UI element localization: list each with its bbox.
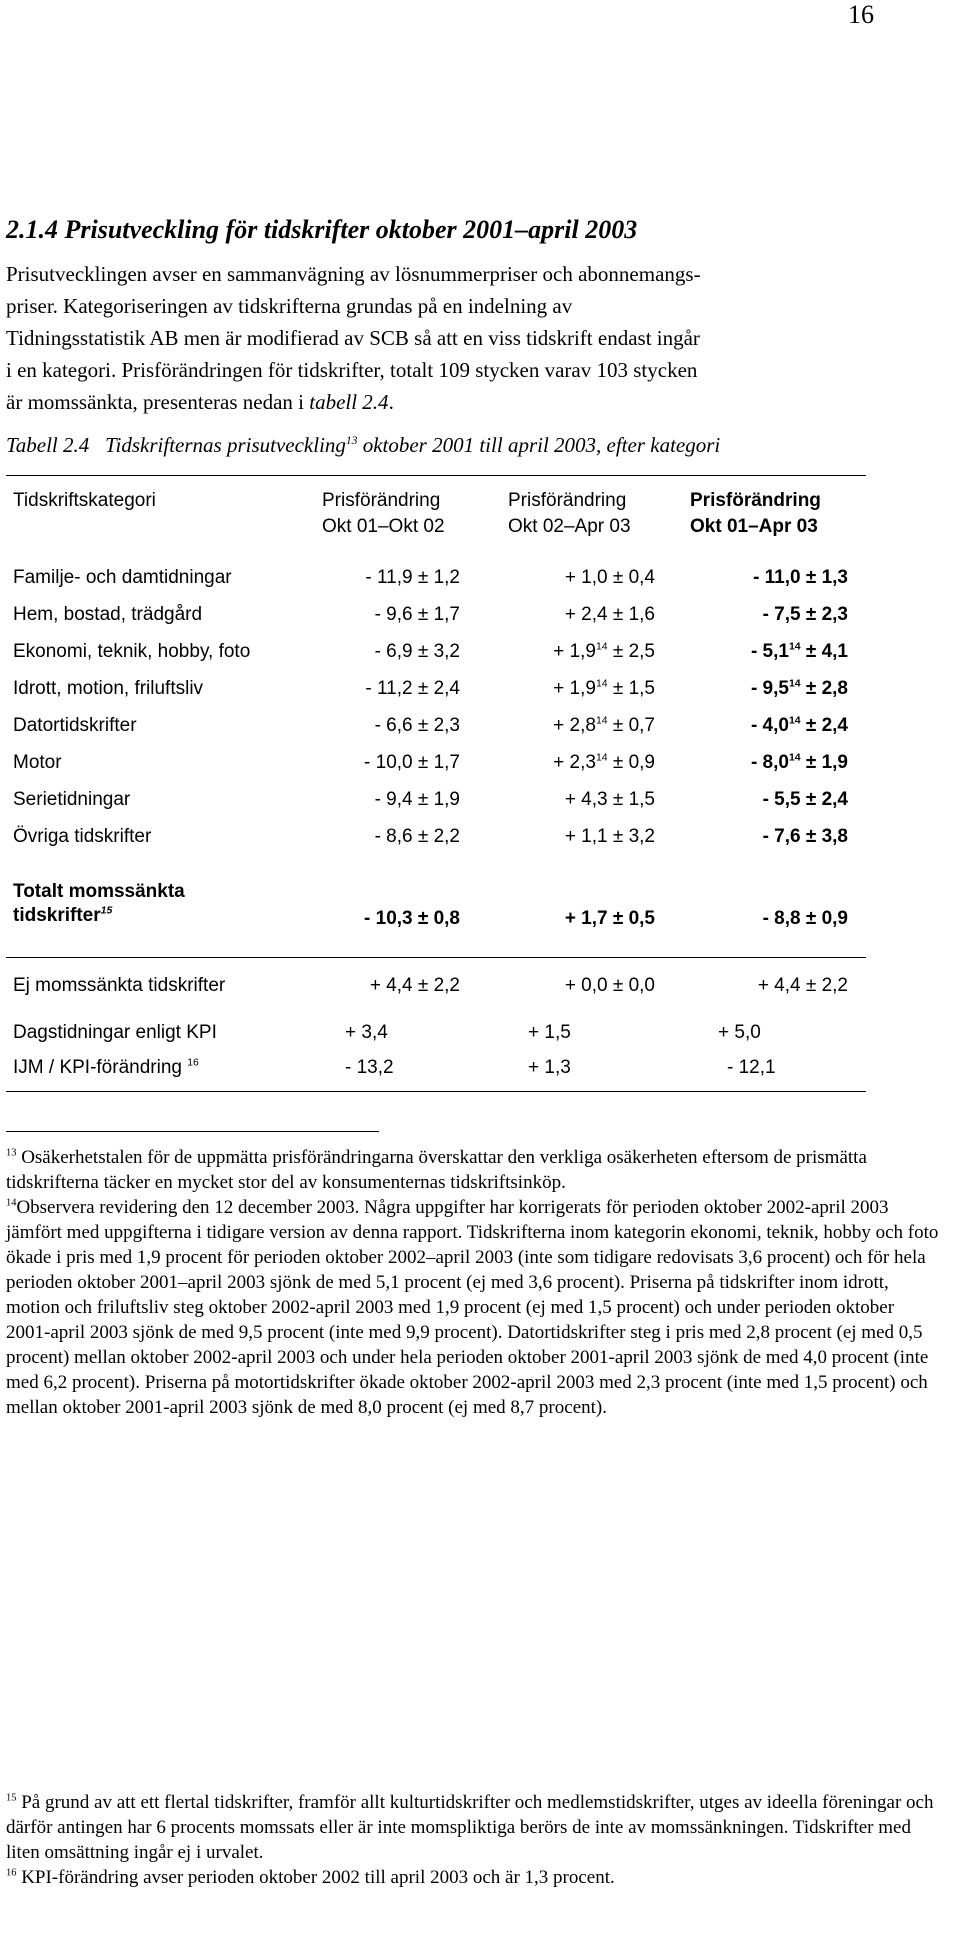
row-value-col2 bbox=[480, 752, 655, 774]
value: - 4,0 bbox=[750, 715, 789, 736]
footnote-ref-14: 14 bbox=[788, 715, 801, 727]
extra-row-value-col1: + 3,4 bbox=[345, 1022, 388, 1043]
row-value-col2: + 1,0 ± 0,4 bbox=[564, 567, 655, 588]
row-category: Hem, bostad, trädgård bbox=[13, 604, 203, 625]
section-heading: 2.1.4 Prisutveckling för tidskrifter oktober 2001–april 2003 bbox=[6, 215, 638, 244]
extra-row-value-col2: + 1,3 bbox=[528, 1057, 571, 1078]
row-value-col1: - 9,4 ± 1,9 bbox=[374, 789, 460, 810]
value: + 2,3 bbox=[553, 752, 596, 773]
total-value-col3: - 8,8 ± 0,9 bbox=[762, 908, 848, 929]
value: + 2,8 bbox=[553, 715, 596, 736]
footnote-ref-14: 14 bbox=[788, 678, 801, 690]
intro-line: Tidningsstatistik AB men är modifierad av SCB så att en viss tidskrift endast ingår bbox=[6, 326, 700, 350]
header-col2-line2: Okt 02–Apr 03 bbox=[508, 516, 631, 537]
intro-line bbox=[6, 386, 906, 418]
row-value-col3: - 7,5 ± 2,3 bbox=[762, 604, 848, 625]
page-number: 16 bbox=[848, 0, 874, 29]
total-category bbox=[13, 880, 185, 928]
row-value-col2: + 1,1 ± 3,2 bbox=[564, 826, 655, 847]
footnote-text: På grund av att ett flertal tidskrifter, framför allt kulturtidskrifter och medlemstidskrifter, utges av ideella föreningar och därför antingen har 6 procents momssats eller är inte momspliktiga berörs de inte av momssänkningen. Tidskrifter med liten omsättning ingår ej i urvalet. bbox=[6, 1792, 934, 1863]
footnote-text: Observera revidering den 12 december 2003. Några uppgifter har korrigerats för perioden oktober 2002-april 2003 jämfört med uppgifterna i tidigare version av denna rapport. Tidskrifterna inom kategorin ekonomi, teknik, hobby och foto ökade i pris med 1,9 procent för perioden oktober 2002–april 2003 (inte som tidigare redovisats 3,6 procent) och för hela perioden oktober 2001–april 2003 sjönk de med 5,1 procent (ej med 3,6 procent). Priserna på tidskrifter inom idrott, motion och friluftsliv steg oktober 2002-april 2003 med 1,9 procent (ej med 1,5 procent) och under perioden oktober 2001-april 2003 sjönk de med 9,5 procent (inte med 9,9 procent). Datortidskrifter steg i pris med 2,8 procent (ej med 0,5 procent) mellan oktober 2002-april 2003 och under hela perioden oktober 2001-april 2003 sjönk de med 4,0 procent (inte med 6,2 procent). Priserna på motortidskrifter ökade oktober 2002-april 2003 med 2,3 procent (inte med 1,5 procent) och mellan oktober 2001-april 2003 sjönk de med 8,0 procent (ej med 8,7 procent). bbox=[6, 1197, 939, 1418]
extra-row-category: Dagstidningar enligt KPI bbox=[13, 1022, 217, 1043]
footnote-text: KPI-förändring avser perioden oktober 2002 till april 2003 och är 1,3 procent. bbox=[16, 1867, 615, 1888]
row-value-col2 bbox=[480, 678, 655, 700]
row-value-col2: + 2,4 ± 1,6 bbox=[564, 604, 655, 625]
header-col1 bbox=[322, 488, 445, 540]
footnote-ref-14: 14 bbox=[595, 752, 608, 764]
price-change-table bbox=[0, 488, 960, 1098]
extra-row-value-col2: + 1,5 bbox=[528, 1022, 571, 1043]
margin: ± 1,9 bbox=[800, 752, 848, 773]
extra-row-value-col3: - 12,1 bbox=[727, 1057, 776, 1078]
row-value-col1: - 11,9 ± 1,2 bbox=[365, 567, 460, 588]
footnote-mark: 16 bbox=[6, 1867, 17, 1879]
row-value-col2 bbox=[480, 715, 655, 737]
caption-rest: oktober 2001 till april 2003, efter kategori bbox=[357, 433, 721, 457]
footnote-mark: 13 bbox=[6, 1147, 17, 1159]
footnote-separator bbox=[6, 1131, 379, 1132]
footnote-mark: 15 bbox=[6, 1792, 17, 1804]
footnote-16 bbox=[6, 1865, 941, 1890]
footnote-mark: 14 bbox=[6, 1197, 17, 1209]
row-value-col3 bbox=[670, 752, 848, 774]
margin: ± 0,9 bbox=[607, 752, 655, 773]
extra-row-value-col3: + 5,0 bbox=[718, 1022, 761, 1043]
footnote-ref-16: 16 bbox=[187, 1057, 199, 1069]
margin: ± 2,4 bbox=[800, 715, 848, 736]
margin: ± 1,5 bbox=[607, 678, 655, 699]
margin: ± 0,7 bbox=[607, 715, 655, 736]
intro-line: Prisutvecklingen avser en sammanvägning av lösnummerpriser och abonnemangs- bbox=[6, 262, 701, 286]
total-category-text: tidskrifter bbox=[13, 905, 101, 926]
row-category: Datortidskrifter bbox=[13, 715, 137, 736]
row-value-col3: - 7,6 ± 3,8 bbox=[762, 826, 848, 847]
extra-row-value-col3: + 4,4 ± 2,2 bbox=[757, 975, 848, 996]
total-value-col2: + 1,7 ± 0,5 bbox=[564, 908, 655, 929]
footnote-ref-13: 13 bbox=[345, 435, 358, 447]
table-bottom-rule bbox=[6, 1091, 866, 1092]
total-value-col1: - 10,3 ± 0,8 bbox=[364, 908, 460, 929]
row-value-col3 bbox=[670, 678, 848, 700]
header-col3 bbox=[690, 488, 821, 540]
footnote-15 bbox=[6, 1790, 941, 1865]
row-value-col2: + 4,3 ± 1,5 bbox=[564, 789, 655, 810]
bottom-footnotes bbox=[6, 1790, 941, 1890]
table-reference: tabell 2.4 bbox=[309, 390, 389, 414]
extra-row-category: Ej momssänkta tidskrifter bbox=[13, 975, 226, 996]
value: + 1,9 bbox=[553, 678, 596, 699]
row-category: Motor bbox=[13, 752, 62, 773]
header-col2 bbox=[508, 488, 631, 540]
extra-row-category bbox=[13, 1057, 199, 1079]
footnote-ref-14: 14 bbox=[788, 752, 801, 764]
row-category: Ekonomi, teknik, hobby, foto bbox=[13, 641, 251, 662]
total-category-line1: Totalt momssänkta bbox=[13, 881, 185, 902]
extra-row-value-col1: + 4,4 ± 2,2 bbox=[369, 975, 460, 996]
table-mid-rule bbox=[6, 957, 866, 958]
row-value-col3 bbox=[670, 715, 848, 737]
value: - 9,5 bbox=[750, 678, 789, 699]
margin: ± 4,1 bbox=[800, 641, 848, 662]
footnote-ref-14: 14 bbox=[595, 641, 608, 653]
value: - 5,1 bbox=[750, 641, 789, 662]
margin: ± 2,8 bbox=[800, 678, 848, 699]
footnote-14 bbox=[6, 1195, 941, 1420]
footnote-ref-14: 14 bbox=[595, 678, 608, 690]
footnote-ref-15: 15 bbox=[100, 905, 113, 917]
header-col3-line2: Okt 01–Apr 03 bbox=[690, 516, 818, 537]
table-top-rule bbox=[6, 475, 866, 476]
margin: ± 2,5 bbox=[607, 641, 655, 662]
row-value-col1: - 6,6 ± 2,3 bbox=[374, 715, 460, 736]
footnote-text: Osäkerhetstalen för de uppmätta prisförändringarna överskattar den verkliga osäkerheten eftersom de prismätta tidskrifterna täcker en mycket stor del av konsumenternas tidskriftsinköp. bbox=[6, 1147, 867, 1193]
row-value-col1: - 11,2 ± 2,4 bbox=[365, 678, 460, 699]
table-caption bbox=[6, 433, 906, 458]
header-col2-line1: Prisförändring bbox=[508, 490, 627, 511]
footnote-13 bbox=[6, 1145, 941, 1195]
caption-label: Tabell 2.4 bbox=[6, 433, 90, 457]
footnotes bbox=[6, 1145, 941, 1420]
row-category: Serietidningar bbox=[13, 789, 131, 810]
header-col1-line2: Okt 01–Okt 02 bbox=[322, 516, 445, 537]
total-category-line2 bbox=[13, 904, 185, 928]
row-category: Familje- och damtidningar bbox=[13, 567, 232, 588]
intro-line: priser. Kategoriseringen av tidskrifterna grundas på en indelning av bbox=[6, 294, 573, 318]
row-value-col3: - 5,5 ± 2,4 bbox=[762, 789, 848, 810]
value: + 1,9 bbox=[553, 641, 596, 662]
row-category: Idrott, motion, friluftsliv bbox=[13, 678, 204, 699]
footnote-ref-14: 14 bbox=[595, 715, 608, 727]
row-value-col1: - 10,0 ± 1,7 bbox=[364, 752, 460, 773]
row-value-col3 bbox=[670, 641, 848, 663]
row-value-col1: - 8,6 ± 2,2 bbox=[374, 826, 460, 847]
intro-line: i en kategori. Prisförändringen för tidskrifter, totalt 109 stycken varav 103 stycken bbox=[6, 358, 698, 382]
extra-row-value-col2: + 0,0 ± 0,0 bbox=[564, 975, 655, 996]
row-category: Övriga tidskrifter bbox=[13, 826, 152, 847]
caption-title: Tidskrifternas prisutveckling bbox=[105, 433, 346, 457]
intro-line-text: är momssänkta, presenteras nedan i bbox=[6, 390, 304, 414]
header-category: Tidskriftskategori bbox=[13, 490, 156, 511]
intro-end: . bbox=[388, 390, 394, 414]
row-value-col3: - 11,0 ± 1,3 bbox=[753, 567, 848, 588]
extra-row-value-col1: - 13,2 bbox=[345, 1057, 394, 1078]
row-value-col1: - 6,9 ± 3,2 bbox=[374, 641, 460, 662]
intro-paragraph bbox=[6, 258, 906, 418]
footnote-ref-14: 14 bbox=[788, 641, 801, 653]
row-value-col2 bbox=[480, 641, 655, 663]
value: - 8,0 bbox=[750, 752, 789, 773]
extra-row-category-text: IJM / KPI-förändring bbox=[13, 1057, 182, 1078]
header-col3-line1: Prisförändring bbox=[690, 490, 821, 511]
row-value-col1: - 9,6 ± 1,7 bbox=[374, 604, 460, 625]
header-col1-line1: Prisförändring bbox=[322, 490, 441, 511]
